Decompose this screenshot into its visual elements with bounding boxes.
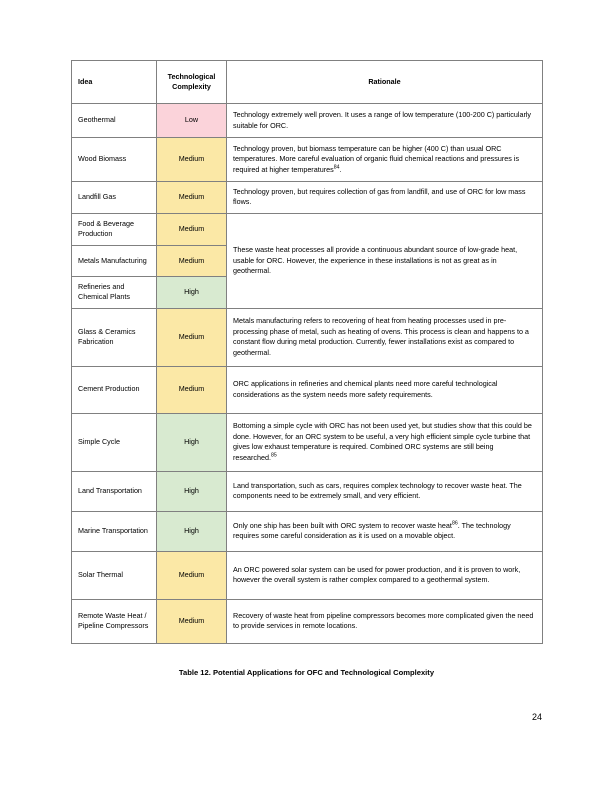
- column-header-complexity: Technological Complexity: [157, 61, 227, 104]
- cell-idea: Marine Transportation: [72, 511, 157, 551]
- cell-rationale: [227, 413, 543, 471]
- table-caption: Table 12. Potential Applications for OFC and Technological Complexity: [178, 668, 435, 677]
- table-row: [72, 308, 543, 366]
- cell-complexity: Low: [157, 104, 227, 138]
- footnote-ref: 84: [333, 164, 340, 171]
- column-header-idea: Idea: [72, 61, 157, 104]
- table-body: [72, 104, 543, 644]
- cell-rationale: An ORC powered solar system can be used for power production, and it is proven to work, however the overall system is rather complex compared to a geothermal system.: [227, 551, 543, 599]
- rationale-text: Technology proven, but biomass temperature can be higher (400 C) than usual ORC temperatures. More careful evaluation of organic fluid chemical reactions and pressures is required at higher temperatures: [233, 143, 520, 174]
- cell-rationale: Technology extremely well proven. It uses a range of low temperature (100-200 C) particularly suitable for ORC.: [227, 104, 543, 138]
- cell-complexity: Medium: [157, 366, 227, 413]
- table-row: [72, 413, 543, 471]
- cell-idea: Metals Manufacturing: [72, 245, 157, 276]
- footnote-ref: 86: [451, 520, 458, 527]
- cell-complexity: Medium: [157, 308, 227, 366]
- cell-complexity: Medium: [157, 551, 227, 599]
- cell-idea: Simple Cycle: [72, 413, 157, 471]
- table-row: [72, 138, 543, 182]
- rationale-text: Only one ship has been built with ORC system to recover waste heat: [233, 520, 452, 530]
- rationale-text: Bottoming a simple cycle with ORC has not been used yet, but studies show that this could be done. However, for an ORC system to be useful, a very high efficient simple cycle turbine that gives low exhaust temperature is required. Combined ORC systems are still being researched.: [233, 421, 532, 462]
- cell-idea: Land Transportation: [72, 471, 157, 511]
- cell-idea: Food & Beverage Production: [72, 213, 157, 245]
- table-row: [72, 511, 543, 551]
- cell-rationale: Metals manufacturing refers to recovering of heat from heating processes used in pre-processing phase of metal, such as heating of ovens. This process is clean and happens to a constant flow during metal production. Currently, fewer installations exist as compared to geothermal.: [227, 308, 543, 366]
- cell-complexity: Medium: [157, 138, 227, 182]
- cell-complexity: Medium: [157, 182, 227, 214]
- cell-idea: Glass & Ceramics Fabrication: [72, 308, 157, 366]
- cell-idea: Remote Waste Heat / Pipeline Compressors: [72, 599, 157, 643]
- cell-complexity: Medium: [157, 213, 227, 245]
- cell-idea: Cement Production: [72, 366, 157, 413]
- cell-rationale: [227, 138, 543, 182]
- cell-idea: Refineries and Chemical Plants: [72, 276, 157, 308]
- column-header-rationale: Rationale: [227, 61, 543, 104]
- cell-complexity: High: [157, 511, 227, 551]
- cell-idea: Geothermal: [72, 104, 157, 138]
- cell-idea: Wood Biomass: [72, 138, 157, 182]
- table-header: [72, 61, 543, 104]
- cell-rationale: [227, 511, 543, 551]
- table-row: [72, 104, 543, 138]
- cell-complexity: High: [157, 276, 227, 308]
- footnote-ref: 85: [270, 452, 277, 459]
- applications-table: [71, 60, 543, 644]
- cell-complexity: Medium: [157, 245, 227, 276]
- table-row: [72, 599, 543, 643]
- cell-rationale: ORC applications in refineries and chemical plants need more careful technological considerations as the system needs more safety requirements.: [227, 366, 543, 413]
- rationale-tail: .: [339, 164, 342, 174]
- table-row: [72, 182, 543, 214]
- page-number: 24: [531, 712, 542, 722]
- table-row: [72, 471, 543, 511]
- table-header-row: [72, 61, 543, 104]
- table-row: [72, 213, 543, 245]
- cell-rationale: Recovery of waste heat from pipeline compressors becomes more complicated given the need to provide services in remote locations.: [227, 599, 543, 643]
- cell-complexity: Medium: [157, 599, 227, 643]
- cell-idea: Solar Thermal: [72, 551, 157, 599]
- cell-complexity: High: [157, 413, 227, 471]
- cell-rationale-merged: These waste heat processes all provide a continuous abundant source of low-grade heat, usable for ORC. However, the experience in these installations is not as great as in geothermal.: [227, 213, 543, 308]
- table-row: [72, 551, 543, 599]
- cell-complexity: High: [157, 471, 227, 511]
- cell-rationale: Land transportation, such as cars, requires complex technology to recover waste heat. The components need to be extremely small, and very efficient.: [227, 471, 543, 511]
- table-row: [72, 366, 543, 413]
- cell-idea: Landfill Gas: [72, 182, 157, 214]
- rationale-tail: . The technology requires some careful consideration as it is used on a movable object.: [233, 520, 511, 541]
- cell-rationale: Technology proven, but requires collection of gas from landfill, and use of ORC for low mass flows.: [227, 182, 543, 214]
